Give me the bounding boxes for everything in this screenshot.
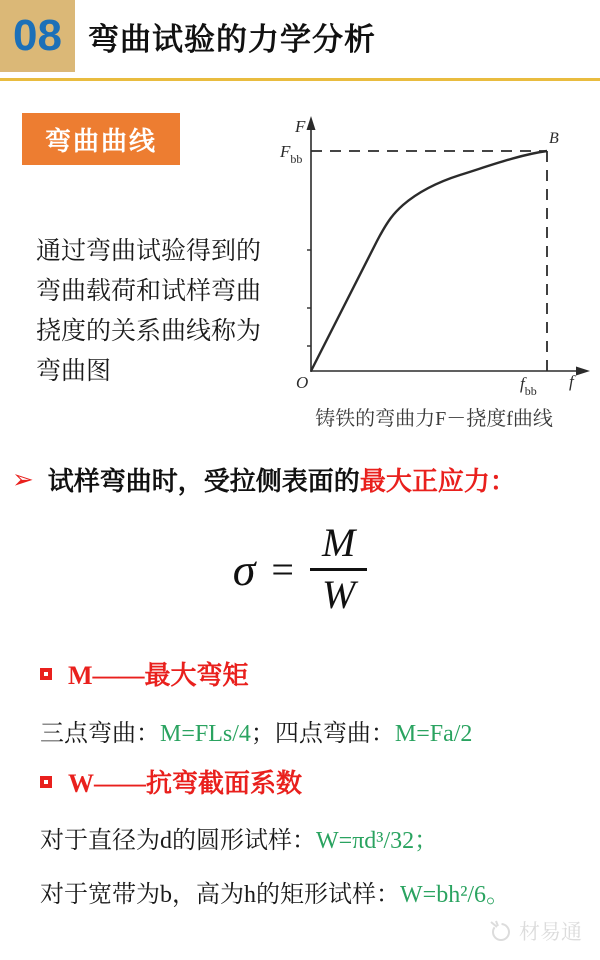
- slide-number-badge: [0, 0, 75, 72]
- rectangular-section-formula: W=bh²/6: [400, 882, 487, 908]
- stress-bullet-line: [12, 461, 516, 498]
- w-rectangular-line: [40, 874, 510, 909]
- intro-paragraph: 通过弯曲试验得到的弯曲载荷和试样弯曲挠度的关系曲线称为弯曲图: [36, 238, 262, 385]
- m-line-text-1: 三点弯曲：: [40, 721, 160, 747]
- w-circular-line: [40, 820, 438, 855]
- bend-curve: [311, 151, 547, 371]
- m-line-text-2: ；四点弯曲：: [250, 721, 395, 747]
- four-point-formula: M=Fa/2: [394, 721, 473, 747]
- chart-caption: 铸铁的弯曲力F－挠度f曲线: [315, 408, 553, 430]
- chart-origin-label: O: [296, 373, 309, 392]
- chart-xbb-label: $f_{bb}$: [520, 374, 537, 398]
- chart-y-axis-label: F: [295, 117, 306, 136]
- arrow-bullet-icon: ➢: [12, 464, 34, 494]
- m-definition-text: M——最大弯矩: [68, 661, 249, 690]
- stress-text-black: 试样弯曲时，受拉侧表面的: [47, 466, 360, 496]
- watermark-logo-icon: [487, 918, 513, 944]
- w-definition-label: [40, 763, 302, 800]
- w-line2-text: 对于宽带为b，高为h的矩形试样：: [40, 882, 400, 908]
- equals-sign: =: [271, 546, 294, 592]
- y-axis-arrow-icon: [307, 116, 316, 130]
- square-bullet-icon: [40, 668, 52, 680]
- page-title: 弯曲试验的力学分析: [88, 21, 376, 57]
- three-point-formula: M=FLs/4: [160, 721, 251, 747]
- slide-number: 08: [13, 11, 62, 60]
- max-stress-formula: [0, 521, 600, 618]
- w-line2-end: 。: [486, 882, 511, 908]
- circular-section-formula: W=πd³/32: [316, 828, 415, 854]
- chart-x-axis-label: f: [569, 372, 574, 391]
- bend-curve-chart: [268, 110, 600, 402]
- w-line1-end: ；: [414, 828, 439, 854]
- x-axis-arrow-icon: [576, 367, 590, 376]
- chart-fbb-label: $F_{bb}$: [280, 142, 303, 166]
- w-definition-text: W——抗弯截面系数: [68, 769, 303, 798]
- m-formula-line: [40, 713, 472, 748]
- watermark-text: 材易通: [519, 920, 582, 944]
- w-line1-text: 对于直径为d的圆形试样：: [40, 828, 316, 854]
- stress-text-red: 最大正应力: [359, 466, 490, 496]
- watermark: [487, 916, 582, 946]
- stress-colon: ：: [489, 466, 516, 496]
- fraction: [310, 521, 367, 618]
- fraction-numerator: M: [310, 521, 367, 571]
- m-definition-label: [40, 655, 249, 692]
- square-bullet-icon: [40, 776, 52, 788]
- fraction-denominator: W: [321, 571, 356, 617]
- chart-point-b-label: B: [549, 130, 559, 147]
- sigma-symbol: σ: [232, 543, 256, 595]
- gold-divider: [0, 78, 600, 81]
- section-tag: 弯曲曲线: [22, 113, 180, 165]
